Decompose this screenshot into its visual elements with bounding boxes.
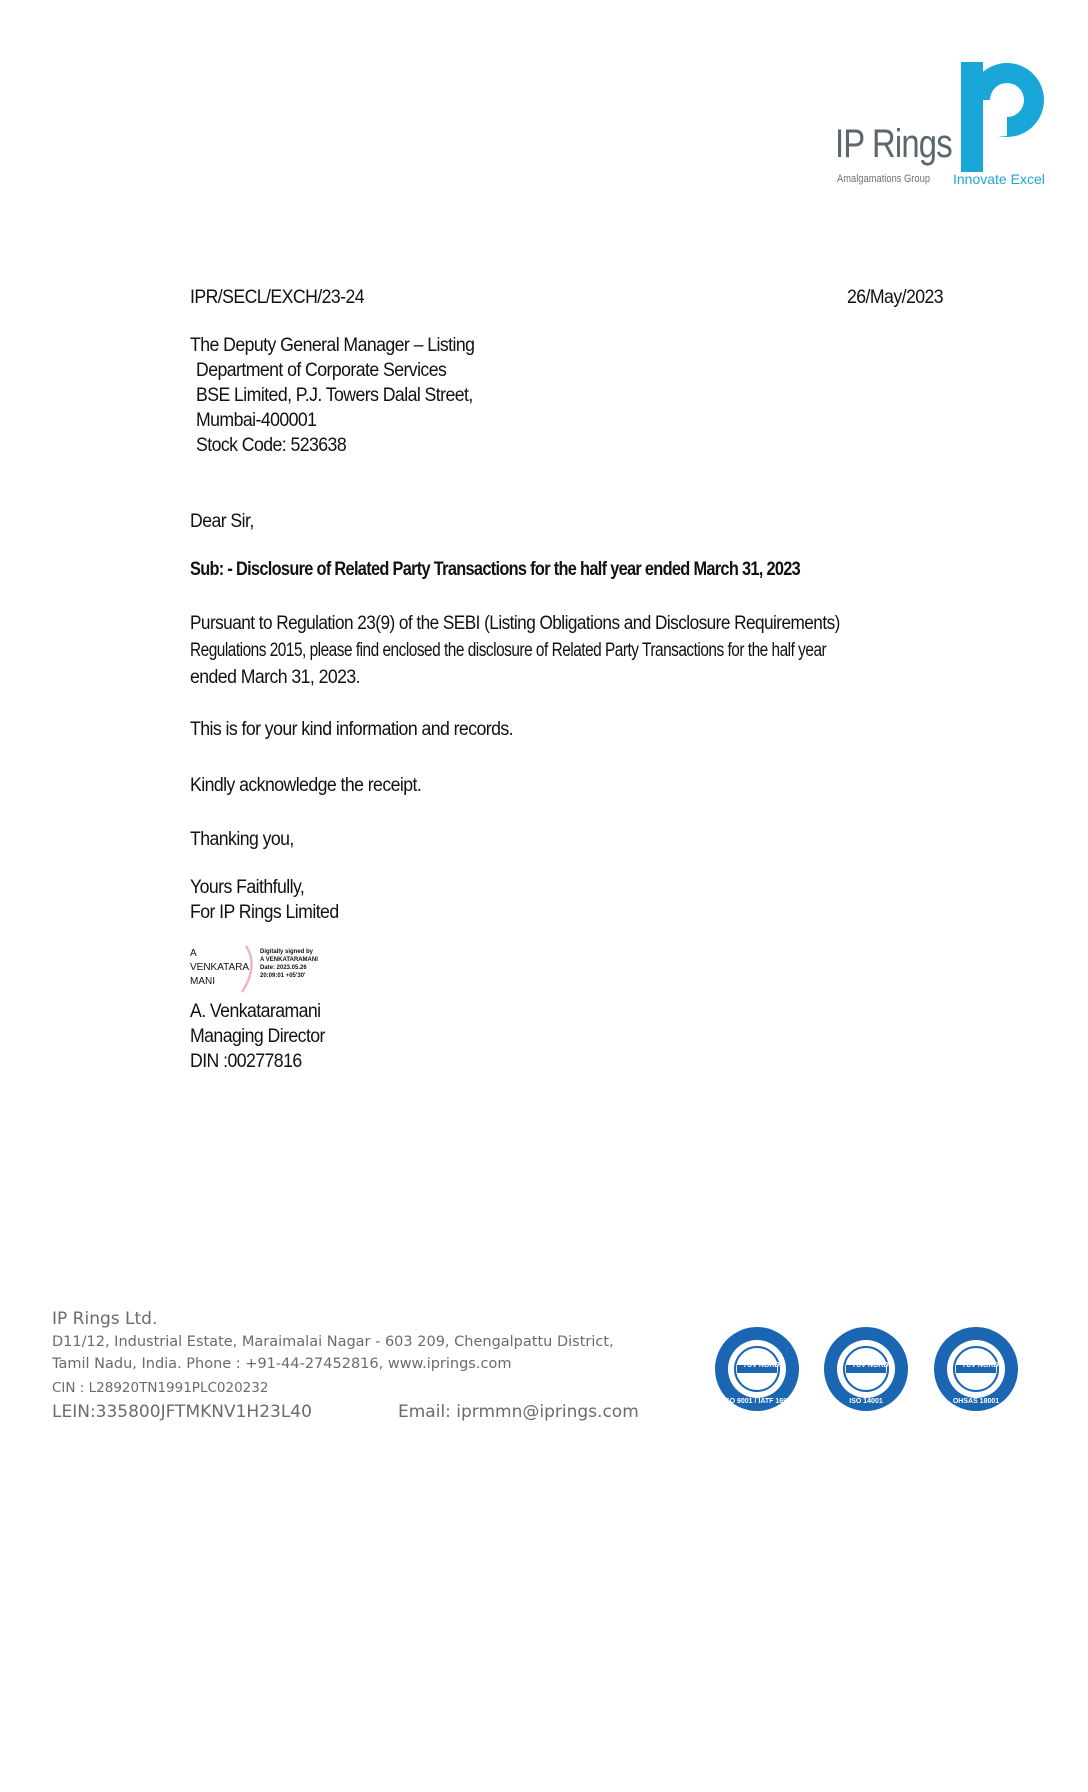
recipient-line: Department of Corporate Services — [196, 360, 447, 381]
signature-meta-line: 20:09:01 +05'30' — [260, 973, 306, 979]
certification-badge — [822, 1325, 910, 1413]
logo-mark-icon — [961, 62, 1047, 172]
signature-meta-line: A VENKATARAMANI — [260, 957, 318, 963]
footer-company: IP Rings Ltd. — [52, 1309, 158, 1329]
signatory-title: Managing Director — [190, 1026, 325, 1047]
signature-name-line: MANI — [190, 976, 215, 987]
logo-wordmark: IP Rings — [835, 122, 952, 166]
signature-meta-line: Digitally signed by — [260, 949, 314, 955]
certification-badge — [932, 1325, 1020, 1413]
closing-thanks: Thanking you, — [190, 829, 294, 850]
signature-mark-icon — [232, 944, 262, 994]
company-logo — [835, 62, 1047, 192]
recipient-line: Stock Code: 523638 — [196, 435, 347, 456]
reference-number: IPR/SECL/EXCH/23-24 — [190, 287, 365, 308]
recipient-line: BSE Limited, P.J. Towers Dalal Street, — [196, 385, 473, 406]
subject-line: Sub: - Disclosure of Related Party Transactions for the half year ended March 31, 2023 — [190, 559, 801, 580]
certification-badge — [713, 1325, 801, 1413]
closing-yours: Yours Faithfully, — [190, 877, 305, 898]
recipient-line: Mumbai-400001 — [196, 410, 317, 431]
body-line: ended March 31, 2023. — [190, 667, 361, 688]
footer-cin: CIN : L28920TN1991PLC020232 — [52, 1380, 269, 1396]
closing-company: For IP Rings Limited — [190, 902, 339, 923]
body-line: Regulations 2015, please find enclosed the disclosure of Related Party Transactions for the half year — [190, 640, 827, 661]
body-line: Pursuant to Regulation 23(9) of the SEBI (Listing Obligations and Disclosure Requirements) — [190, 613, 840, 634]
logo-subtitle: Amalgamations Group — [837, 173, 931, 185]
signature-meta-line: Date: 2023.05.26 — [260, 965, 307, 971]
signatory-name: A. Venkataramani — [190, 1001, 321, 1022]
cert-ring-label: ISO 9001 / IATF 16949 — [723, 1398, 795, 1405]
cert-top-label: TÜV NORD — [743, 1362, 780, 1369]
signatory-din: DIN :00277816 — [190, 1051, 302, 1072]
cert-top-label: TÜV NORD — [962, 1362, 999, 1369]
footer-email: Email: iprmmn@iprings.com — [398, 1402, 639, 1422]
cert-ring-label: OHSAS 18001 — [952, 1398, 1000, 1405]
acknowledge-paragraph: Kindly acknowledge the receipt. — [190, 775, 422, 796]
info-paragraph: This is for your kind information and records. — [190, 719, 513, 740]
signature-name-line: VENKATARA — [190, 962, 250, 973]
footer-address-line: Tamil Nadu, India. Phone : +91-44-27452816, www.iprings.com — [52, 1356, 512, 1372]
letter-date: 26/May/2023 — [847, 287, 944, 308]
signature-name-line: A — [190, 948, 197, 959]
salutation: Dear Sir, — [190, 511, 254, 532]
digital-signature — [190, 944, 350, 994]
logo-tagline: Innovate Excel — [953, 171, 1045, 187]
recipient-line: The Deputy General Manager – Listing — [190, 335, 475, 356]
cert-ring-label: ISO 14001 — [849, 1398, 883, 1405]
footer-lein: LEIN:335800JFTMKNV1H23L40 — [52, 1402, 312, 1422]
cert-top-label: TÜV NORD — [852, 1362, 889, 1369]
footer-address-line: D11/12, Industrial Estate, Maraimalai Nagar - 603 209, Chengalpattu District, — [52, 1334, 614, 1350]
